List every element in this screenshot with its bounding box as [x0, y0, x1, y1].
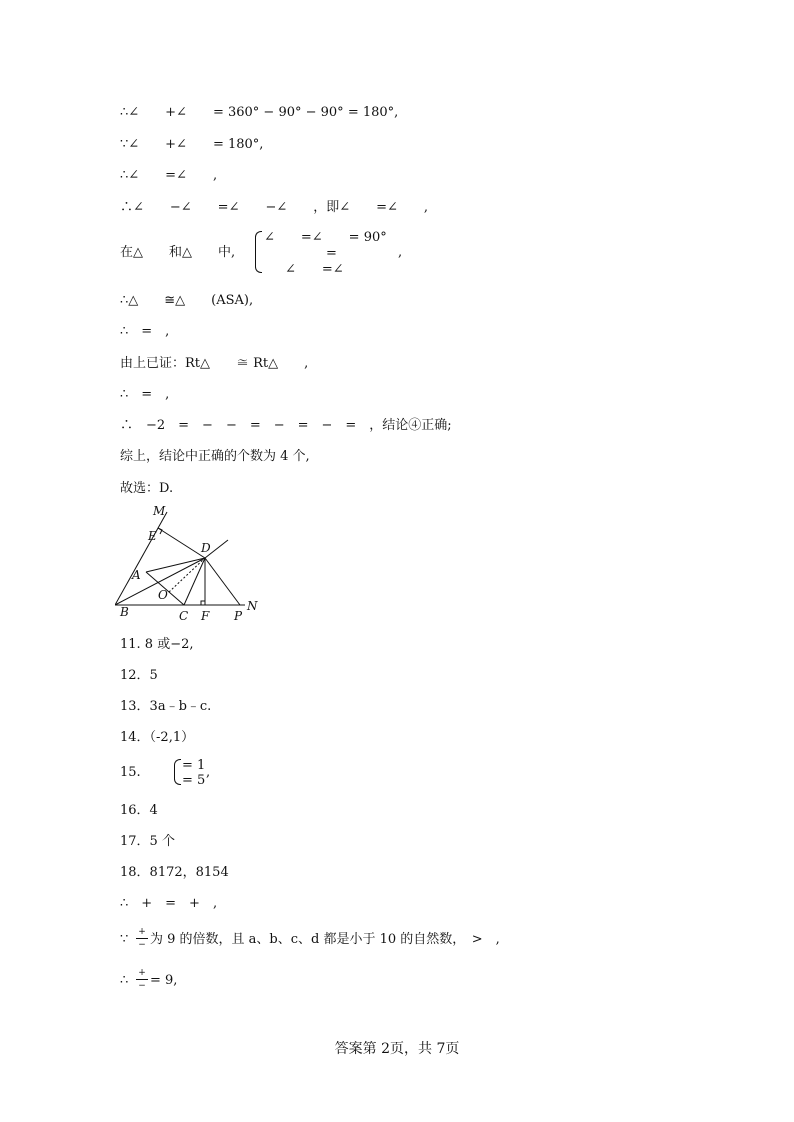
answer-16: 16．4: [120, 803, 158, 818]
line-ad: [146, 558, 205, 572]
system-row-3: ∠ =∠: [285, 262, 344, 277]
fraction-denominator: −: [138, 940, 146, 950]
proof-line-7: ∴ = ,: [120, 324, 170, 339]
line-ed: [158, 528, 205, 558]
fraction-numerator: +: [138, 927, 146, 937]
label-e: E: [148, 529, 157, 543]
system-row-1: ∠ =∠ = 90°: [264, 230, 387, 245]
answer-15-number: 15.: [120, 765, 141, 780]
fraction-numerator-2: +: [138, 968, 146, 978]
label-d: D: [201, 541, 211, 555]
label-o: O: [158, 588, 168, 602]
proof-line-3: ∴∠ =∠ ,: [120, 168, 218, 183]
proof-line-2: ∵∠ +∠ = 180°,: [120, 137, 264, 152]
answer-12: 12．5: [120, 668, 158, 683]
proof-line-6: ∴△ ≅△ (ASA),: [120, 293, 254, 308]
page-footer: 答案第 2页，共 7页: [334, 1041, 460, 1057]
proof-line-11: 综上，结论中正确的个数为 4 个,: [120, 449, 310, 464]
answer-11: 11. 8 或−2,: [120, 637, 194, 652]
answer-21-prefix: ∴: [120, 973, 129, 988]
system-tail: ,: [398, 245, 403, 260]
fraction-denominator-2: −: [138, 981, 146, 991]
answer-13: 13．3a﹣b﹣c.: [120, 699, 212, 714]
label-c: C: [179, 609, 189, 623]
system-row-2: =: [326, 246, 337, 261]
answer-21-text: = 9,: [150, 973, 178, 988]
answer-20-prefix: ∵: [120, 932, 129, 947]
proof-line-9: ∴ = ,: [120, 387, 170, 402]
label-f: F: [201, 609, 210, 623]
proof-line-8: 由上已证：Rt△ ≅ Rt△ ,: [120, 356, 309, 371]
answer-15-tail: ,: [206, 765, 211, 780]
answer-15-row-1: = 1: [182, 758, 206, 773]
label-a: A: [132, 568, 141, 582]
system-brace: [255, 231, 262, 273]
answer-14: 14．（-2,1）: [120, 730, 195, 745]
answer-15-row-2: = 5: [182, 773, 206, 788]
proof-line-10: ∴ −2 = − − = − = − = ，结论④正确;: [120, 418, 452, 433]
line-dc: [184, 558, 205, 605]
line-od-dashed: [169, 558, 205, 592]
proof-line-1: ∴∠ +∠ = 360° − 90° − 90° = 180°,: [120, 105, 399, 120]
label-m: M: [153, 504, 166, 518]
answer-18: 18．8172，8154: [120, 865, 229, 880]
line-dp: [205, 558, 240, 605]
proof-line-12: 故选：D.: [120, 481, 174, 496]
fraction-bar-2: [136, 979, 148, 980]
label-b: B: [120, 605, 129, 619]
right-angle-f: [201, 601, 205, 605]
answer-20-text: 为 9 的倍数，且 a、b、c、d 都是小于 10 的自然数， > ,: [150, 932, 500, 947]
fraction-bar: [136, 938, 148, 939]
proof-line-4: ∴∠ −∠ =∠ −∠ ，即∠ =∠ ,: [120, 200, 429, 215]
answer-19: ∴ + = + ,: [120, 896, 218, 911]
geometry-figure: [115, 500, 275, 625]
answer-15-brace: [174, 759, 181, 785]
answer-17: 17．5 个: [120, 834, 175, 849]
label-p: P: [234, 609, 243, 623]
proof-line-5-lead: 在△ 和△ 中,: [120, 245, 236, 260]
label-n: N: [247, 599, 258, 613]
